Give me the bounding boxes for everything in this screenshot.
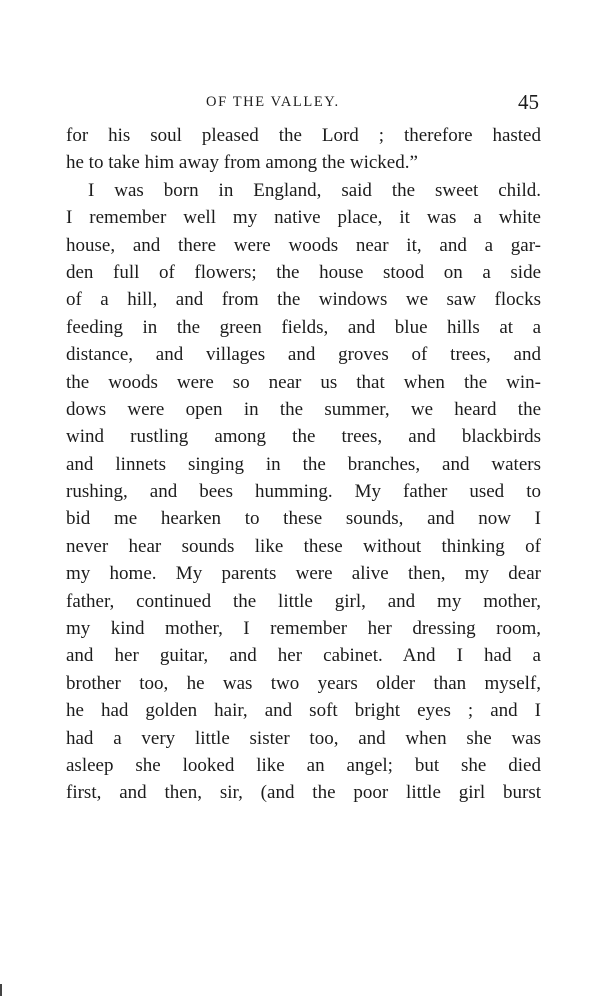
body-text (66, 122, 541, 807)
text-line: he to take him away from among the wicked.” (66, 152, 418, 174)
text-line: brother too, he was two years older than myself, (66, 672, 541, 694)
text-line: and her guitar, and her cabinet. And I had a (66, 645, 541, 667)
text-line: house, and there were woods near it, and a gar- (66, 234, 541, 256)
text-line: my kind mother, I remember her dressing room, (66, 618, 541, 640)
text-line: he had golden hair, and soft bright eyes ; and I (66, 700, 541, 722)
text-line: first, and then, sir, (and the poor little girl burst (66, 782, 541, 804)
page-edge-mark (0, 984, 2, 996)
text-line: never hear sounds like these without thinking of (66, 535, 541, 557)
text-line: father, continued the little girl, and my mother, (66, 590, 541, 612)
text-line: my home. My parents were alive then, my dear (66, 563, 541, 585)
text-line: of a hill, and from the windows we saw flocks (66, 289, 541, 311)
text-line: the woods were so near us that when the win- (66, 371, 541, 393)
text-line: rushing, and bees humming. My father used to (66, 481, 541, 503)
text-line: I remember well my native place, it was a white (66, 207, 541, 229)
running-title: OF THE VALLEY. (206, 94, 340, 110)
text-line: wind rustling among the trees, and blackbirds (66, 426, 541, 448)
text-line: I was born in England, said the sweet child. (88, 179, 541, 201)
text-line: den full of flowers; the house stood on a side (66, 261, 541, 283)
text-line: had a very little sister too, and when she was (66, 727, 541, 749)
text-line: asleep she looked like an angel; but she died (66, 754, 541, 776)
text-line: dows were open in the summer, we heard the (66, 398, 541, 420)
text-line: distance, and villages and groves of trees, and (66, 344, 541, 366)
text-line: for his soul pleased the Lord ; therefore hasted (66, 125, 541, 146)
running-header (66, 90, 541, 114)
text-line: feeding in the green fields, and blue hills at a (66, 316, 541, 338)
page-number: 45 (518, 90, 539, 114)
text-line: bid me hearken to these sounds, and now I (66, 508, 541, 530)
text-line: and linnets singing in the branches, and waters (66, 453, 541, 475)
